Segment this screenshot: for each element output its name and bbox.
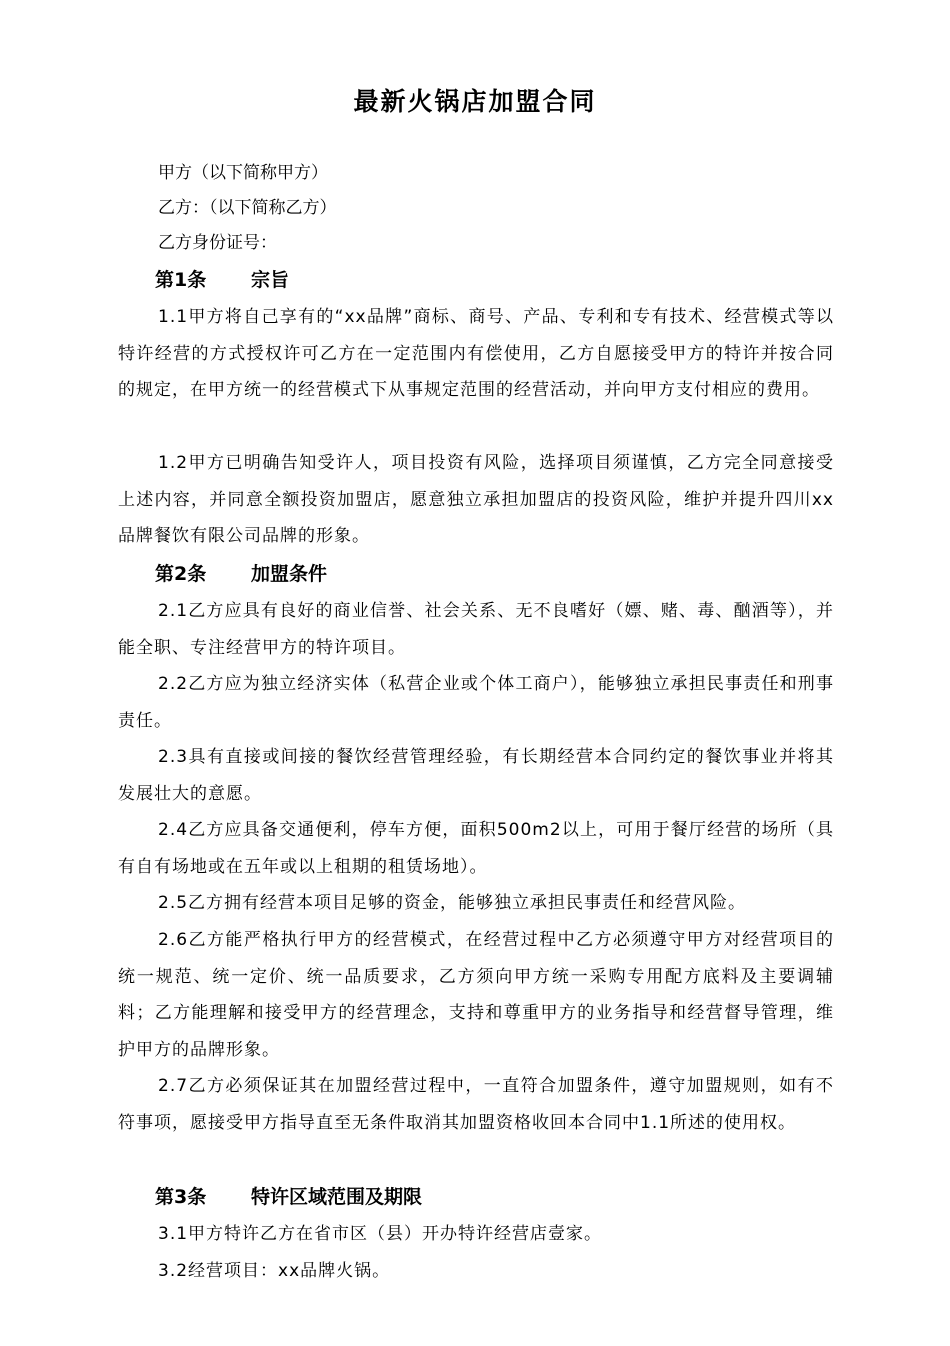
clause-2-7: 2.7乙方必须保证其在加盟经营过程中，一直符合加盟条件，遵守加盟规则，如有不符事项，愿接受甲方指导直至无条件取消其加盟资格收回本合同中1.1所述的使用权。 xyxy=(118,1076,834,1133)
document-body xyxy=(118,156,834,1290)
party-a-line: 甲方（以下简称甲方） xyxy=(158,163,328,183)
party-b-id-line: 乙方身份证号： xyxy=(158,233,277,253)
clause-1-2: 1.2甲方已明确告知受许人，项目投资有风险，选择项目须谨慎，乙方完全同意接受上述内容，并同意全额投资加盟店，愿意独立承担加盟店的投资风险，维护并提升四川xx品牌餐饮有限公司品牌的形象。 xyxy=(118,453,834,546)
section-number: 第2条 xyxy=(155,563,207,585)
clause-1-1: 1.1甲方将自己享有的“xx品牌”商标、商号、产品、专利和专有技术、经营模式等以特许经营的方式授权许可乙方在一定范围内有偿使用，乙方自愿接受甲方的特许并按合同的规定，在甲方统一的经营模式下从事规定范围的经营活动，并向甲方支付相应的费用。 xyxy=(118,307,834,400)
clause-2-6: 2.6乙方能严格执行甲方的经营模式，在经营过程中乙方必须遵守甲方对经营项目的统一规范、统一定价、统一品质要求，乙方须向甲方统一采购专用配方底料及主要调辅料；乙方能理解和接受甲方的经营理念，支持和尊重甲方的业务指导和经营督导管理，维护甲方的品牌形象。 xyxy=(118,930,834,1060)
clause-3-2: 3.2经营项目：xx品牌火锅。 xyxy=(158,1261,391,1281)
clause-2-4: 2.4乙方应具备交通便利，停车方便，面积500m2以上，可用于餐厅经营的场所（具有自有场地或在五年或以上租期的租赁场地）。 xyxy=(118,820,834,877)
clause-2-5: 2.5乙方拥有经营本项目足够的资金，能够独立承担民事责任和经营风险。 xyxy=(158,893,747,913)
section-number: 第1条 xyxy=(155,269,207,291)
section-heading-2 xyxy=(118,555,834,593)
section-title: 特许区域范围及期限 xyxy=(251,1186,423,1208)
clause-3-1: 3.1甲方特许乙方在省市区（县）开办特许经营店壹家。 xyxy=(158,1224,603,1244)
clause-2-2: 2.2乙方应为独立经济实体（私营企业或个体工商户），能够独立承担民事责任和刑事责任。 xyxy=(118,674,834,731)
section-heading-1 xyxy=(118,261,834,299)
document-title: 最新火锅店加盟合同 xyxy=(353,87,597,116)
clause-2-1: 2.1乙方应具有良好的商业信誉、社会关系、无不良嗜好（嫖、赌、毒、酗酒等），并能全职、专注经营甲方的特许项目。 xyxy=(118,601,834,658)
section-title: 加盟条件 xyxy=(251,563,328,585)
clause-2-3: 2.3具有直接或间接的餐饮经营管理经验，有长期经营本合同约定的餐饮事业并将其发展壮大的意愿。 xyxy=(118,747,834,804)
section-heading-3 xyxy=(118,1178,834,1216)
section-title: 宗旨 xyxy=(251,269,290,291)
section-number: 第3条 xyxy=(155,1186,207,1208)
party-b-line: 乙方：（以下简称乙方） xyxy=(158,198,337,218)
